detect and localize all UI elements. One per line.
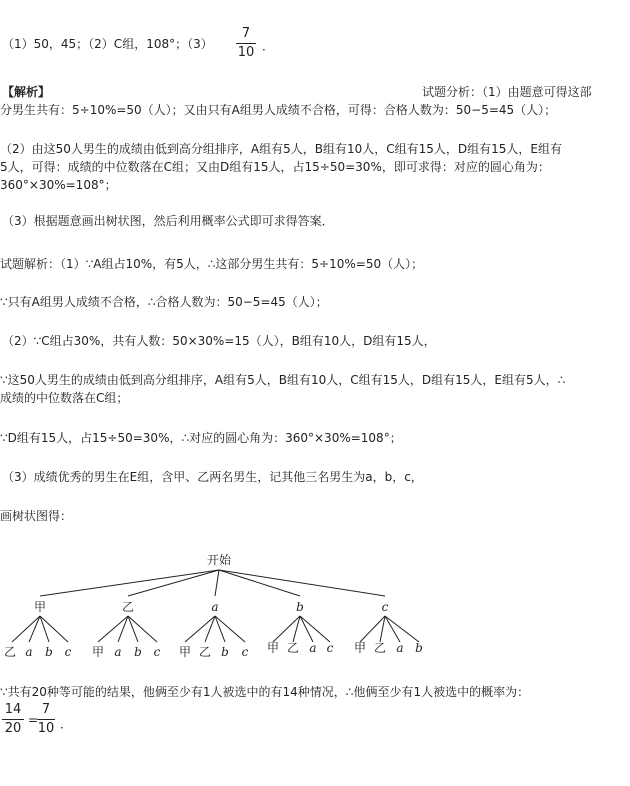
tree-leaf: 甲 — [353, 641, 367, 655]
solution-line-4b: 成绩的中位数落在C组； — [0, 391, 129, 405]
solution-line-2: ∵只有A组男人成绩不合格，∴合格人数为：50−5=45（人）； — [0, 295, 328, 309]
answer-fraction-denominator: 10 — [237, 45, 255, 60]
analysis-p3: （3）根据题意画出树状图，然后利用概率公式即可求得答案． — [2, 214, 334, 228]
conclusion-tail: ． — [60, 717, 73, 731]
conclusion-text: ∵共有20种等可能的结果，他俩至少有1人被选中的有14种情况，∴他俩至少有1人被选中的概率为： — [0, 685, 530, 699]
tree-level1-node: 甲 — [33, 600, 47, 614]
tree-leaf: b — [134, 645, 142, 659]
tree-leaf: b — [415, 641, 423, 655]
solution-line-6: （3）成绩优秀的男生在E组，含甲、乙两名男生，记其他三名男生为a，b，c， — [2, 470, 423, 484]
solution-line-7: 画树状图得： — [0, 509, 73, 523]
tree-leaf: 甲 — [178, 645, 192, 659]
tree-leaf: 乙 — [286, 641, 300, 655]
answer-fraction-numerator: 7 — [241, 26, 251, 41]
tree-leaf: b — [45, 645, 53, 659]
answer-text: （1）50，45；（2）C组，108°；（3） — [2, 37, 213, 51]
tree-level1-node: b — [296, 600, 304, 614]
tree-leaf: c — [241, 645, 249, 659]
conclusion-fraction-2-denominator: 10 — [37, 721, 55, 736]
solution-line-1: 试题解析：（1）∵A组占10%，有5人，∴这部分男生共有：5÷10%=50（人）； — [0, 257, 424, 271]
tree-leaf: c — [326, 641, 334, 655]
tree-leaf: 甲 — [91, 645, 105, 659]
tree-leaf: c — [64, 645, 72, 659]
tree-level1-node: c — [381, 600, 389, 614]
solution-line-4a: ∵这50人男生的成绩由低到高分组排序，A组有5人，B组有10人，C组有15人，D组有15人，E组有5人，∴ — [0, 373, 566, 387]
tree-leaf: a — [25, 645, 33, 659]
tree-leaf: a — [114, 645, 122, 659]
tree-root: 开始 — [206, 553, 232, 567]
conclusion-fraction-2 — [37, 702, 55, 737]
tree-diagram — [0, 540, 630, 660]
conclusion-equals: = — [28, 713, 39, 727]
conclusion-fraction-1-numerator: 14 — [4, 702, 22, 717]
analysis-heading: 【解析】 — [2, 85, 51, 99]
tree-leaf: 乙 — [3, 645, 17, 659]
tree-leaf: b — [221, 645, 229, 659]
answer-fraction — [236, 26, 256, 61]
analysis-p2-line3: 360°×30%=108°； — [0, 178, 117, 192]
tree-leaf: c — [153, 645, 161, 659]
analysis-intro-right: 试题分析：（1）由题意可得这部 — [422, 85, 592, 99]
tree-leaf: 乙 — [373, 641, 387, 655]
answer-tail: ． — [262, 39, 275, 53]
tree-level1-node: a — [211, 600, 219, 614]
tree-leaf: 甲 — [266, 641, 280, 655]
analysis-intro-line2: 分男生共有：5÷10%=50（人）；又由只有A组男人成绩不合格，可得：合格人数为：50−5=45（人）； — [0, 103, 557, 117]
solution-line-3: （2）∵C组占30%，共有人数：50×30%=15（人），B组有10人，D组有15人， — [2, 334, 436, 348]
tree-leaf: a — [309, 641, 317, 655]
tree-leaf: 乙 — [198, 645, 212, 659]
solution-line-5: ∵D组有15人，占15÷50=30%，∴对应的圆心角为：360°×30%=108°； — [0, 431, 402, 445]
conclusion-fraction-2-numerator: 7 — [41, 702, 51, 717]
conclusion-fraction-1 — [2, 702, 24, 737]
analysis-p2-line2: 5人，可得：成绩的中位数落在C组；又由D组有15人，占15÷50=30%，即可求得：对应的圆心角为： — [0, 160, 550, 174]
conclusion-fraction-1-denominator: 20 — [4, 721, 22, 736]
tree-level1-node: 乙 — [121, 600, 135, 614]
tree-leaf: a — [396, 641, 404, 655]
analysis-p2-line1: （2）由这50人男生的成绩由低到高分组排序，A组有5人，B组有10人，C组有15人，D组有15人，E组有 — [0, 142, 562, 156]
